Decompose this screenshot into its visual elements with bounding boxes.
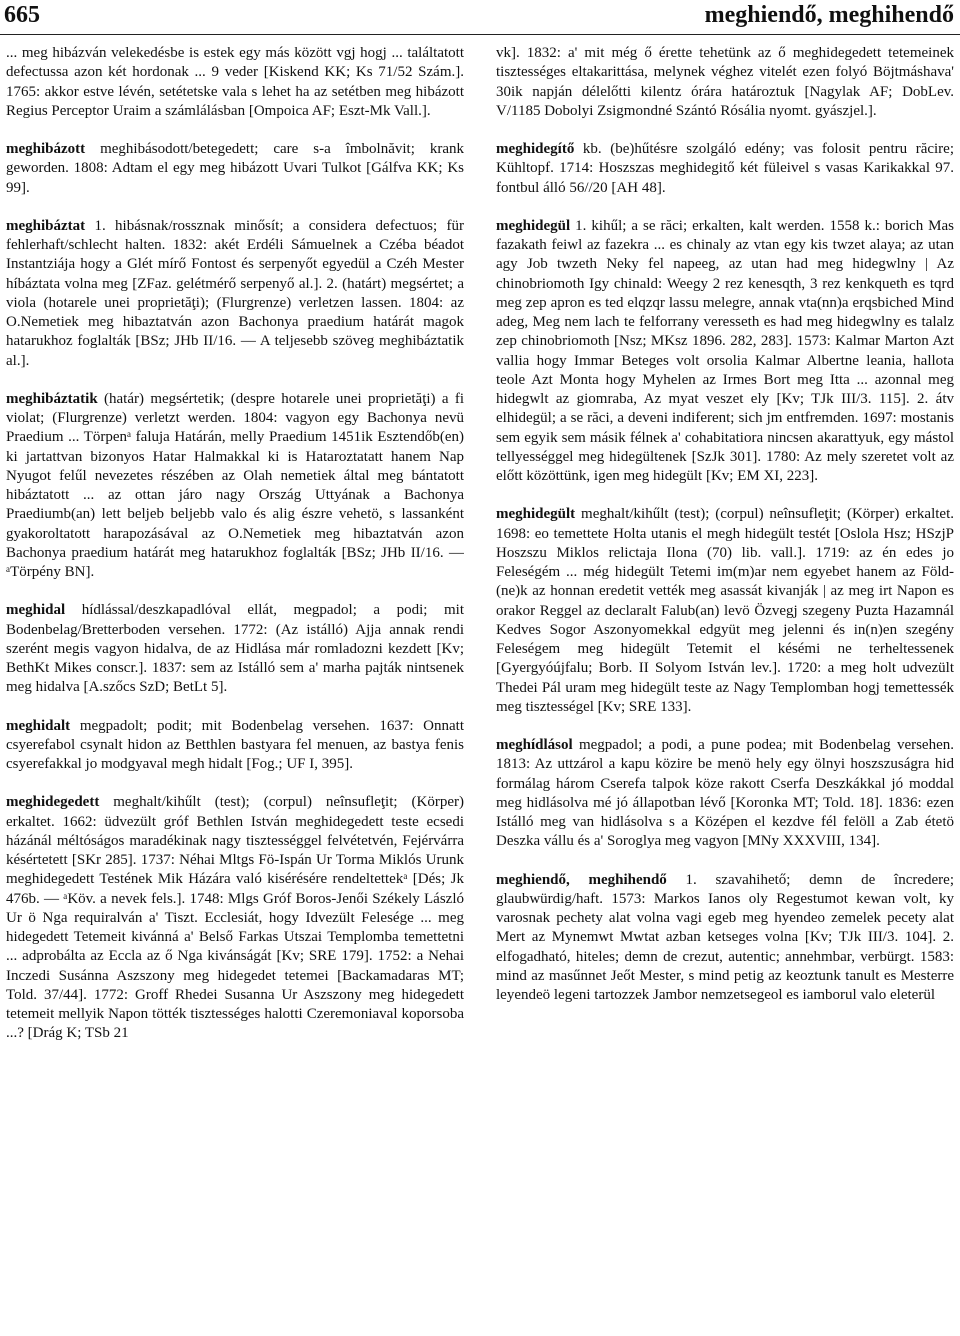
page-number: 665 — [4, 2, 40, 28]
entry-headword: meghidegült — [496, 506, 576, 523]
dictionary-entry — [496, 140, 954, 198]
entry-text: meghibásodott/betegedett; care s-a îmbolnăvit; krank geworden. 1808: Adtam el egy meg hibázott Uvari Tulkot [Gálfva KK; Ks 99]. — [6, 141, 464, 196]
entry-text: hídlással/deszkapadlóval ellát, megpadol; a podi; mit Bodenbelag/Bretterboden versehen. 1772: (Az istálló) Ajja annak rendi szerént megis vagyon hidalva, de az Hidlása már romladozni kezdett [Kv; BethKt Mikes conscr.]. 1837: sem az Istálló sem a' marha pajták nintsenek meg hidalva [A.szőcs SzD; BetLt 5]. — [6, 602, 464, 696]
dictionary-entry — [496, 736, 954, 852]
right-column — [496, 44, 954, 1330]
entry-text: vk]. 1832: a' mit még ő érette tehetünk az ő meghidegedett tetemeinek tisztességes eltakarittása, melynek véghez vitelét ezen folyó Böjtmáshava' 30ik napján délelőtti kilentz órára határoztuk [Nagylak AF; DobLev. V/1185 Dobolyi Zsigmondné Szántó Rósália nyomt. gyászjel.]. — [496, 45, 954, 119]
running-head: meghiendő, meghihendő — [704, 2, 954, 28]
entry-headword: meghídlásol — [496, 737, 573, 753]
entry-headword: meghidegedett — [6, 794, 100, 811]
dictionary-entry — [6, 717, 464, 775]
entry-text: meghalt/kihűlt (test); (corpul) neînsufleţit; (Körper) erkaltet. 1698: eo temettete Holta utanis el megh hidegült testét [Oslola Hsz; HSzjP Hoszszu Miklos relictaja Ilona (70) lib. vall.]. 1719: az én edes jo Feleségém ... még hidegült Tetemi im(m)ar nem egyebet hanem az Föld-(ne)k az honnan eredetit vették meg asassát kivanják | az meg irt Napon es orakor Reggel az declaralt Falub(an) levö Özvegj szegeny Puzta Hazamnál Kedves Sogor Aszonyomekkal edgyüt meg jelenni és in(n)en szegény Feleségem meg hidegült Tetemit el késémi ne terheltessenek [Gyergyóújfalu; Borb. II Solyom István lev.]. 1720: a meg holt udvezült Thedei Pál uram meg hidegült teste az Nagy Templomban hogj temettessék meg tisztességel [Kv; SRE 133]. — [496, 506, 954, 715]
entry-text: ... meg hibázván velekedésbe is estek egy más között vgj hogj ... találtatott defectussa azon két hordonak ... 9 veder [Kiskend KK; Ks 71/52 Szám.]. 1765: akkor estve lévén, setétetske vala s lehet ha az setétben meg hibázott Regius Perceptor Uraim a számlálásban [Ompoica AF; Eszt-Mk Vall.]. — [6, 45, 464, 119]
page-header — [0, 0, 960, 35]
entry-text: kb. (be)hűtésre szolgáló edény; vas folosit pentru răcire; Kühltopf. 1714: Hoszszas meghidegitő két füleivel s vasas Karikakkal 97. fontbul álló 56//20 [AH 48]. — [496, 141, 954, 196]
entry-headword: meghidalt — [6, 717, 71, 734]
dictionary-entry — [6, 601, 464, 697]
dictionary-entry — [6, 44, 464, 121]
entry-headword: meghiendő, meghihendő — [496, 871, 667, 888]
entry-text: 1. kihűl; a se răci; erkalten, kalt werden. 1558 k.: borich Mas fazakath feiwl az fazekra ... es chinaly az vtan egy kis twzet alaya; az utan agy Job twzeth Neky fel napeeg, az utan had meg hidegwlny | Az chinobriomoth Igy chinald: Weegy 2 rez kenesqth, 3 rez kenkqueth es tqrd meg zep apron es ted elqzqr lassu melegre, annak vta(nn)a erqsbiched Mind adeg, Meg nem lach te felforrany veresseth es had meg hidegwlny es talalz zep chinobriomoth [Nsz; MKsz 1896. 282, 283]. 1573: Kalmar Marton Azt vallia hogy Immar Beteges volt orsolia Kalmar Albertne leania, hallota teole Azt Monta hogy Myhelen az Irmes Bort meg Itta ... azonnal meg hidegwlt az giomraba, Az myat veszet ely [Kv; TJk III/3. 115]. 2. átv elhidegül; a se răci, a deveni indiferent; sich jm entfremden. 1697: mostanis sem egyik sem másik félnek a' cohabitatiora nincsen akarattyuk, egy mástol tellyességgel meg hidegültenek [SzJk 301]. 1780: Az mely szeretet volt az előtt közöttünk, igen meg hidegült [Kv; EM XI, 223]. — [496, 217, 954, 484]
entry-headword: meghidegítő — [496, 141, 575, 157]
entry-headword: meghidegül — [496, 217, 571, 234]
dictionary-entry — [496, 217, 954, 487]
entry-headword: meghidal — [6, 602, 66, 619]
entry-headword: meghibáztatik — [6, 390, 98, 407]
entry-text: 1. szavahihető; demn de încredere; glaubwürdig/haft. 1573: Markos Ianos oly Regestumot kewan volt, ky varosnak pechety alat volna vagi egeb meg hyendeo zemelek pecety alat Mert az Mynemwt Mwtat azban ketseges volna [Kv; TJk III/3. 104]. 2. elfogadható, hiteles; demn de crezut, autentic; annehmbar, verbürgt. 1583: mind az masűnnet Jeőt Mester, s mind petig az keoztunk tanult es Mesterre leyendeö legeni tartozzek Jambor nemzetsegeol es iamborul valo eleterül — [496, 871, 954, 1003]
left-column — [6, 44, 464, 1330]
dictionary-entry — [6, 793, 464, 1043]
entry-text: megpadol; a podi, a pune podea; mit Bodenbelag versehen. 1813: Az uttzárol a kapu közire be menö hely egy ölnyi hoszszuságra hid formálag három Cserefa talpok köze rakott Cserfa Deszkákkal jó moddal meg hidlásolva mé jó állapotban lévő [Koronka MT; Told. 18]. 1836: ezen Istálló meg van hidlásolva s a Középen el kezdve fél felöll a Zab étetö Deszka vállu és a' Soroglya meg vagyon [MNy XXXVIII, 134]. — [496, 737, 954, 850]
dictionary-entry — [496, 44, 954, 121]
dictionary-entry — [6, 217, 464, 371]
dictionary-entry — [496, 505, 954, 717]
entry-headword: meghibázott — [6, 141, 86, 157]
dictionary-entry — [496, 871, 954, 1006]
dictionary-entry — [6, 140, 464, 198]
dictionary-entry — [6, 390, 464, 583]
entry-text: 1. hibásnak/rossznak minősít; a considera defectuos; für fehlerhaft/schlecht halten. 1832: akét Erdéli Sámuelnek a Czéba béadot Instantziája hogy a Glét mírő Fontost és serpenyőt egyedül a Czéh Mester híbáztata volna meg [ZFaz. gelétmérő serpenyő al.]. 2. (határt) megsértet; a viola (hotarele unei proprietăţi); (Flurgrenze) verletzen lassen. 1804: az O.Nemetiek meg hibaztatván azon Bachonya praedium határát magok hatarukhoz foglalták [BSz; JHb II/16. — A teljesebb szöveg meghibáztatik al.]. — [6, 217, 464, 369]
entry-text: (határ) megsértetik; (despre hotarele unei proprietăţi) a fi violat; (Flurgrenze) verletzt werden. 1804: vagyon egy Bachonya nevü Praedium ... Törpenᵃ faluja Határán, melly Praedium 1451ik Esztendőb(en) ki jartattvan bizonyos Hatar Halmakkal ki is Hataroztatatt hanem Nap Nyugot felűl nevezetes részében az Olah nemetiek által meg bántatott hibáztatott ... az ottan járo nagy Ország Uttyának a Bachonya Praediumb(an) lett beljeb beljebb valo és alig észre vehetö, s lassanként gyakoroltatott harapozásával az O.Nemetiek meg hibaztatván azon Bachonya praedium határát meg hatarukhoz foglalták [BSz; JHb II/16. — ᵃTörpény BN]. — [6, 390, 464, 580]
entry-text: meghalt/kihűlt (test); (corpul) neînsufleţit; (Körper) erkaltet. 1662: üdvezült gróf Bethlen István meghidegedett teste ecsedi házánál méltóságos maradékinak nagy tisztességgel felvétetvén, Fejérvárra késértetett [SKr 285]. 1737: Néhai Mltgs Fö-Ispán Ur Torma Miklós Urunk meghidegedett Testének Mik Házára való kisérésére rendeltettekᵃ [Dés; Jk 476b. — ᵃKöv. a nevek fels.]. 1748: Mlgs Gróf Boros-Jenői Székely László Ur ö Nga requiralván a' Tiszt. Ecclesiát, hogy Idvezült Felesége ... meg hidegedett Tetemeit kivánná a' Belső Farkas Utszai Templomba temettetni ... adprobálta az Eccla az ő Nga kivánságát [Kv; SRE 179]. 1752: a Nehai Inczedi Susánna Aszszony meg hidegedet tetemei [Backamadaras MT; Told. 37/44]. 1772: Groff Rhedei Susanna Ur Aszszony meg hidegedett tetemeit mellyik Napon tötték tisztességes halotti Czeremoniaval koporsoba ...? [Drág K; TSb 21 — [6, 794, 464, 1042]
entry-headword: meghibáztat — [6, 217, 86, 234]
entry-text: megpadolt; podit; mit Bodenbelag versehen. 1637: Onnatt csyerefabol csynalt hidon az Betthlen bastyara fel menuen, az bastya fenis csyerefakkal jo modgyaval megh hidalt [Fog.; UF I, 395]. — [6, 717, 464, 772]
